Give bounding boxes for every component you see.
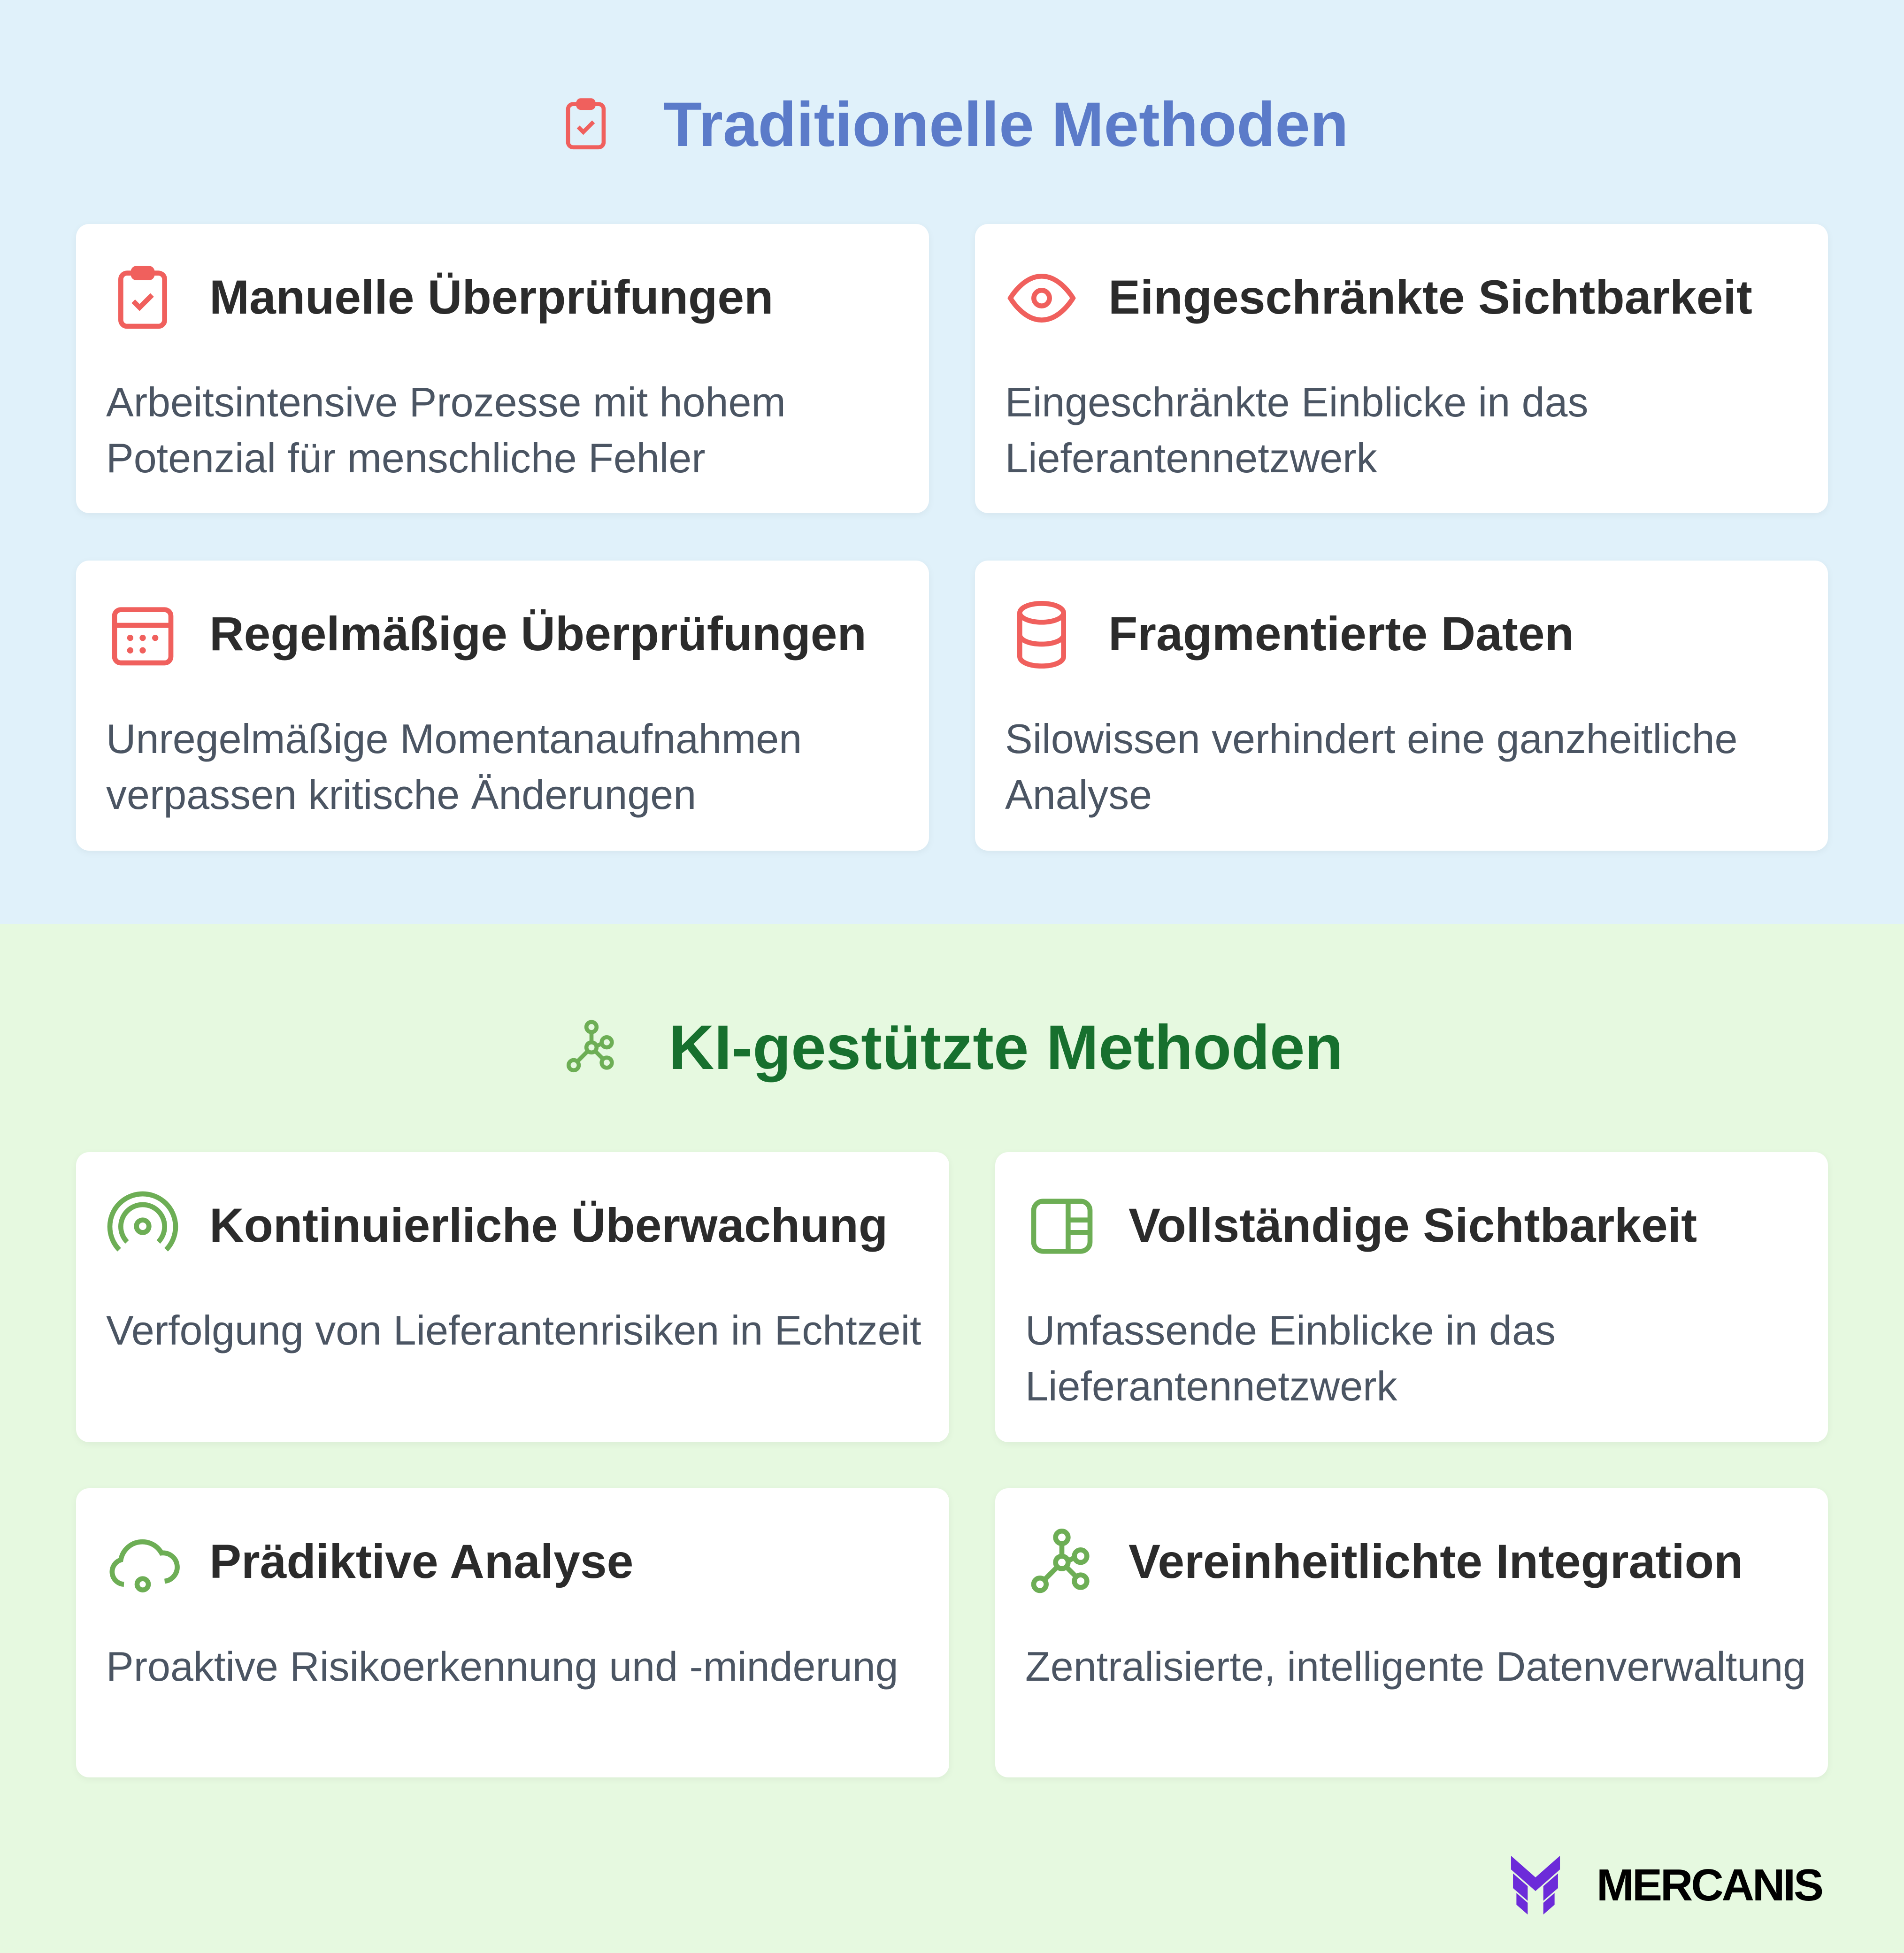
database-icon bbox=[1004, 597, 1079, 672]
ai-section bbox=[0, 924, 1904, 1953]
traditional-section bbox=[0, 0, 1904, 924]
clipboard-check-icon bbox=[105, 261, 180, 336]
card-continuous-monitoring: Kontinuierliche Überwachung Verfolgung von Lieferantenrisiken in Echtzeit bbox=[76, 1152, 949, 1442]
card-limited-visibility: Eingeschränkte Sichtbarkeit Eingeschränkte Einblicke in das Lieferantennetzwerk bbox=[975, 224, 1828, 513]
card-manual-checks: Manuelle Überprüfungen Arbeitsintensive Prozesse mit hohem Potenzial für menschliche Fehler bbox=[76, 224, 929, 513]
ai-title: KI-gestützte Methoden bbox=[0, 1007, 1904, 1087]
mercanis-logo: MERCANIS bbox=[1498, 1856, 1822, 1915]
card-unified-integration: Vereinheitlichte Integration Zentralisierte, intelligente Datenverwaltung bbox=[995, 1488, 1828, 1777]
layout-panel-icon bbox=[1024, 1189, 1099, 1264]
card-predictive-analysis: Prädiktive Analyse Proaktive Risikoerkennung und -minderung bbox=[76, 1488, 949, 1777]
network-icon bbox=[1024, 1525, 1099, 1600]
cloud-gear-icon bbox=[105, 1525, 180, 1600]
radar-icon bbox=[105, 1189, 180, 1264]
eye-icon bbox=[1004, 261, 1079, 336]
card-full-visibility: Vollständige Sichtbarkeit Umfassende Einblicke in das Lieferantennetzwerk bbox=[995, 1152, 1828, 1442]
traditional-title: Traditionelle Methoden bbox=[0, 85, 1904, 164]
card-fragmented-data: Fragmentierte Daten Silowissen verhindert eine ganzheitliche Analyse bbox=[975, 561, 1828, 851]
card-regular-checks: Regelmäßige Überprüfungen Unregelmäßige Momentanaufnahmen verpassen kritische Änderungen bbox=[76, 561, 929, 851]
mercanis-logo-mark bbox=[1498, 1856, 1573, 1915]
clipboard-check-icon bbox=[555, 85, 616, 164]
calendar-icon bbox=[105, 597, 180, 672]
network-icon bbox=[561, 1007, 622, 1087]
